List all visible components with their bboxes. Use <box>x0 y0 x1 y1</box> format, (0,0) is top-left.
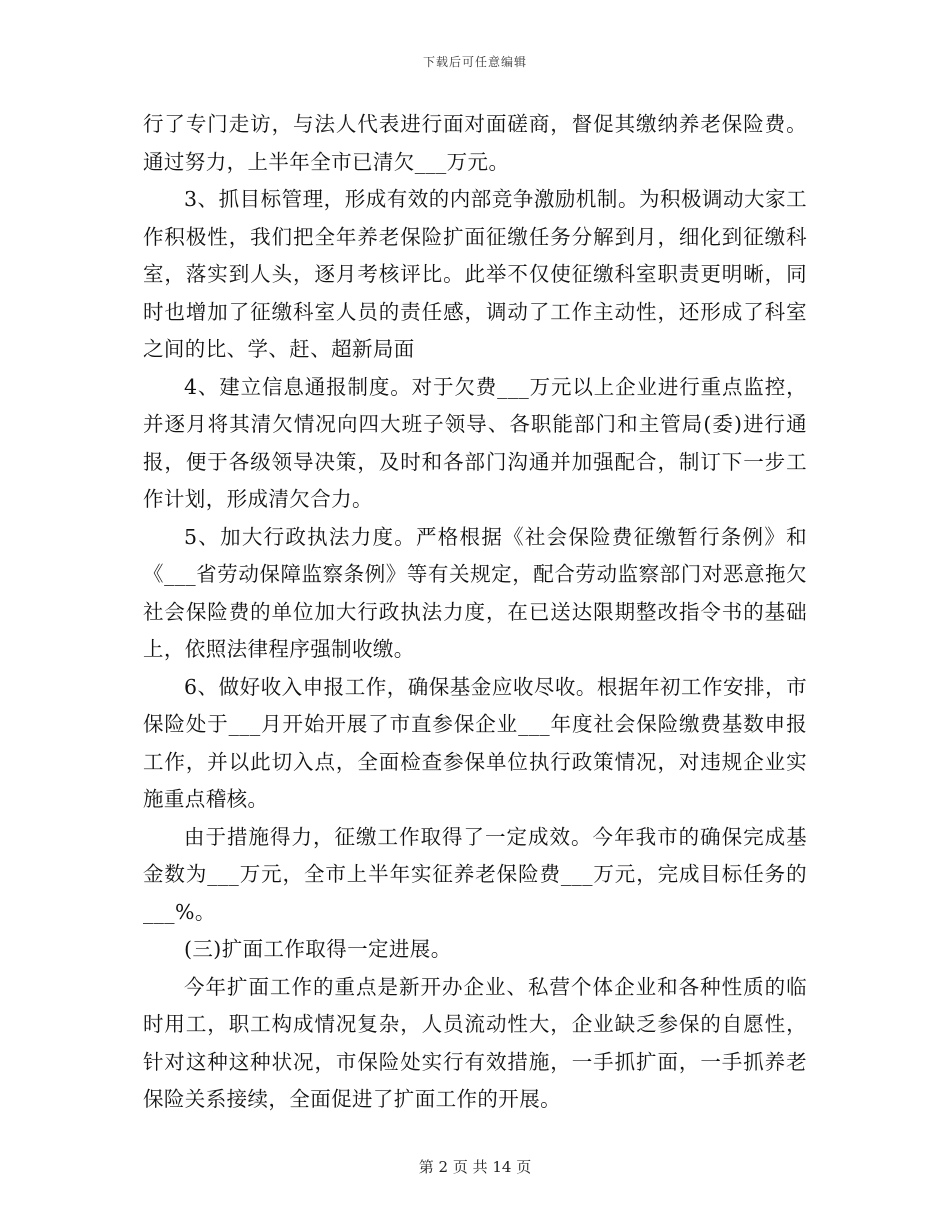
paragraph-item-4: 4、建立信息通报制度。对于欠费___万元以上企业进行重点监控，并逐月将其清欠情况向四大班子领导、各职能部门和主管局(委)进行通报，便于各级领导决策，及时和各部门沟通并加强配合，制订下一步工作计划，形成清欠合力。 <box>143 374 807 511</box>
paragraph-item-3: 3、抓目标管理，形成有效的内部竞争激励机制。为积极调动大家工作积极性，我们把全年养老保险扩面征缴任务分解到月，细化到征缴科室，落实到人头，逐月考核评比。此举不仅使征缴科室职责更明晰，同时也增加了征缴科室人员的责任感，调动了工作主动性，还形成了科室之间的比、学、赶、超新局面 <box>143 187 807 361</box>
paragraph-expansion: 今年扩面工作的重点是新开办企业、私营个体企业和各种性质的临时用工，职工构成情况复杂，人员流动性大，企业缺乏参保的自愿性，针对这种这种状况，市保险处实行有效措施，一手抓扩面，一手抓养老保险关系接续，全面促进了扩面工作的开展。 <box>143 974 807 1111</box>
document-body <box>143 106 807 1119</box>
page-header: 下载后可任意编辑 <box>422 55 527 69</box>
paragraph-results: 由于措施得力，征缴工作取得了一定成效。今年我市的确保完成基金数为___万元，全市上半年实征养老保险费___万元，完成目标任务的___%。 <box>143 824 807 924</box>
paragraph-item-6: 6、做好收入申报工作，确保基金应收尽收。根据年初工作安排，市保险处于___月开始开展了市直参保企业___年度社会保险缴费基数申报工作，并以此切入点，全面检查参保单位执行政策情况，对违规企业实施重点稽核。 <box>143 674 807 811</box>
page-number: 第 2 页 共 14 页 <box>418 1158 532 1176</box>
section-heading-3: (三)扩面工作取得一定进展。 <box>184 937 452 961</box>
paragraph-continuation: 行了专门走访，与法人代表进行面对面磋商，督促其缴纳养老保险费。通过努力，上半年全市已清欠___万元。 <box>143 112 807 174</box>
paragraph-item-5: 5、加大行政执法力度。严格根据《社会保险费征缴暂行条例》和《___省劳动保障监察条例》等有关规定，配合劳动监察部门对恶意拖欠社会保险费的单位加大行政执法力度，在已送达限期整改指令书的基础上，依照法律程序强制收缴。 <box>143 524 807 661</box>
